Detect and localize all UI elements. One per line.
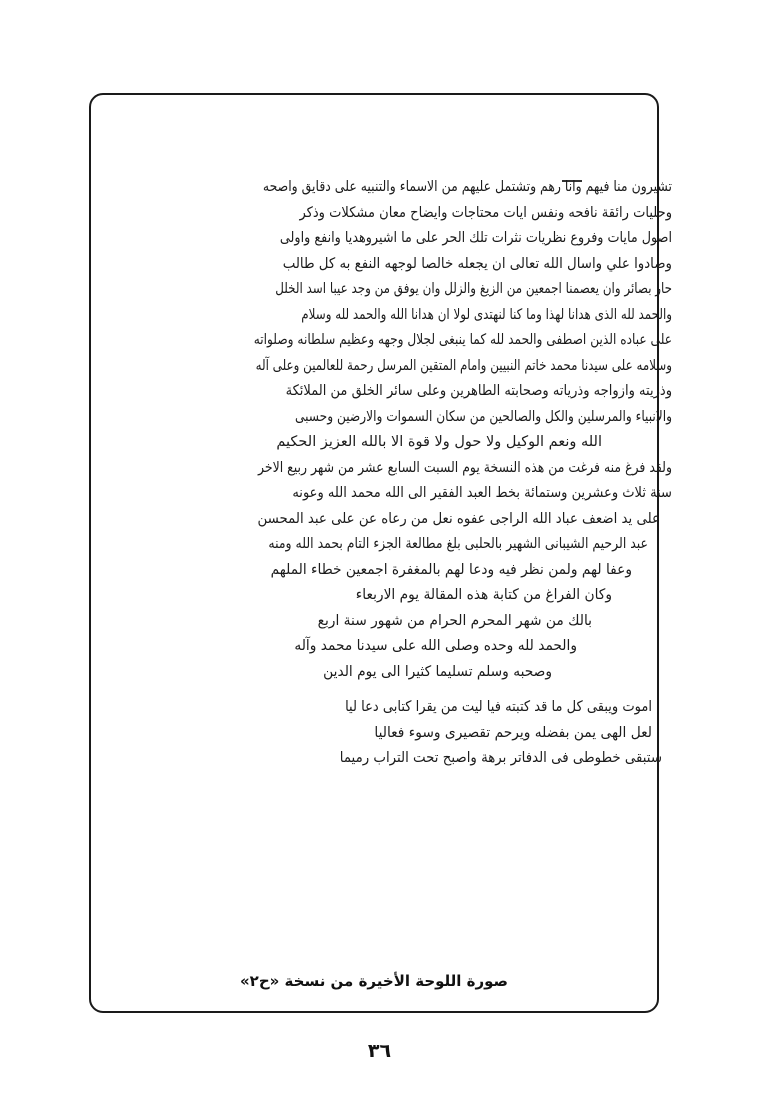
manuscript-line-20: وصحبه وسلم تسليما كثيرا الى يوم الدين	[323, 663, 552, 680]
manuscript-line-12: ولقد فرغ منه فرغت من هذه النسخة يوم السبت السابع عشر من شهر ربيع الاخر	[258, 459, 672, 476]
manuscript-line-1: تشيرون منا فيهم وانا رهم وتشتمل عليهم من الاسماء والتنبيه على دقايق واصحه	[262, 179, 672, 195]
manuscript-line-19: والحمد لله وحده وصلى الله على سيدنا محمد وآله	[294, 638, 577, 654]
manuscript-line-10: والانبياء والمرسلين والكل والصالحين من سكان السموات والارضين وحسبى	[294, 408, 672, 425]
manuscript-line-21: اموت ويبقى كل ما قد كتبته فيا ليت من يقرا كتابى دعا ليا	[345, 699, 652, 715]
figure-caption: صورة اللوحة الأخيرة من نسخة «ح٢»	[239, 972, 509, 990]
manuscript-line-8: وسلامه على سيدنا محمد خاتم النبيين وامام المتقين المرسل رحمة للعالمين وعلى آله	[255, 357, 673, 374]
manuscript-line-4: وصادوا علي واسال الله تعالى ان يجعله خالصا لوجهه النفع به كل طالب	[282, 255, 672, 272]
manuscript-line-3: اصول مايات وفروع نظريات نثرات تلك الحر على ما اشيروهديا وانفع واولى	[279, 230, 672, 246]
manuscript-line-16: وعفا لهم ولمن نظر فيه ودعا لهم بالمغفرة اجمعين خطاء الملهم	[270, 561, 632, 578]
manuscript-line-18: بالك من شهر المحرم الحرام من شهور سنة اربع	[317, 612, 592, 629]
page-number: ٣٦	[367, 1040, 392, 1062]
manuscript-line-15: عبد الرحيم الشيبانى الشهير بالحلبى بلغ مطالعة الجزء التام بحمد الله ومنه	[268, 536, 648, 552]
manuscript-line-6: والحمد لله الذى هدانا لهذا وما كنا لنهتدى لولا ان هدانا الله والحمد لله وسلام	[301, 306, 672, 323]
manuscript-line-23: ستبقى خطوطى فى الدفاتر برهة واصبح تحت التراب رميما	[339, 750, 662, 766]
manuscript-line-11: الله ونعم الوكيل ولا حول ولا قوة الا بالله العزيز الحكيم	[276, 434, 602, 450]
manuscript-text	[112, 175, 672, 772]
manuscript-line-22: لعل الهى يمن بفضله ويرحم تقصيرى وسوء فعاليا	[374, 724, 652, 741]
manuscript-line-9: وذريته وازواجه وذرياته وصحابته الطاهرين وعلى سائر الخلق من الملائكة	[285, 383, 672, 399]
manuscript-line-7: على عباده الذين اصطفى والحمد لله كما ينبغى لجلال وجهه وعظيم سلطانه وصلواته	[253, 332, 673, 348]
manuscript-line-13: سنة ثلاث وعشرين وستمائة بخط العبد الفقير الى الله محمد الله وعونه	[292, 485, 672, 501]
manuscript-line-2: وحليات رائقة نافحه ونفس ايات محتاجات وايضاح معان مشكلات وذكر	[299, 204, 672, 221]
manuscript-line-14: على يد اضعف عباد الله الراجى عفوه نعل من رعاه عن على عبد المحسن	[257, 510, 660, 527]
manuscript-line-17: وكان الفراغ من كتابة هذه المقالة يوم الاربعاء	[355, 587, 612, 603]
manuscript-line-5: حار بصائر وان يعصمنا اجمعين من الزيغ والزلل وان يوفق من وجد عيبا اسد الخلل	[275, 281, 672, 297]
